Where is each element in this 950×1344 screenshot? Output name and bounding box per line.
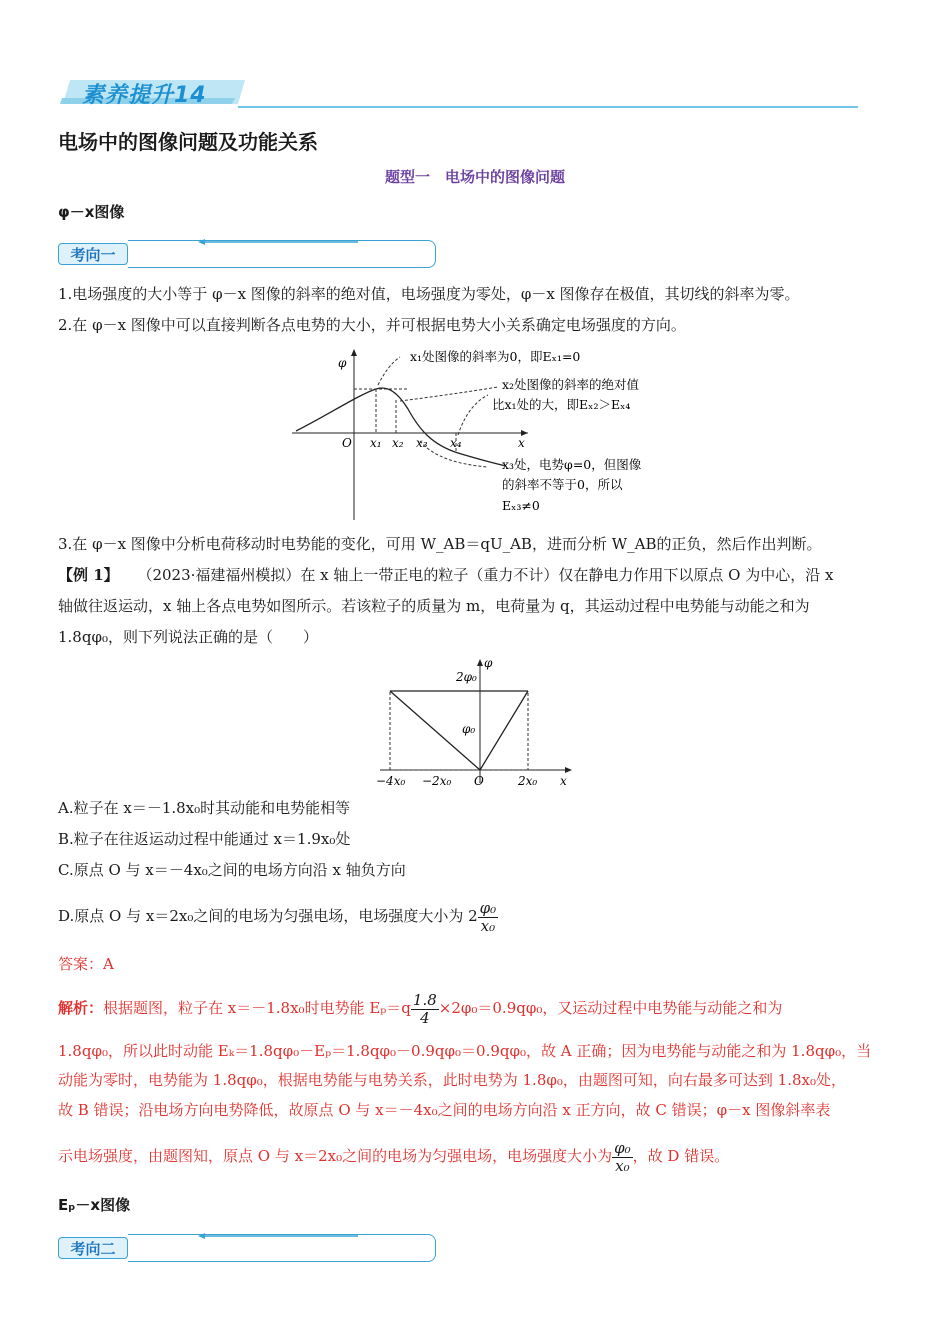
fig2-label-minus4x0: −4x₀ xyxy=(376,774,406,788)
subheading-phi-x: φ－x图像 xyxy=(58,203,125,221)
example-text-2: 轴做往返运动，x 轴上各点电势如图所示。若该粒子的质量为 m，电荷量为 q，其运动过程中电势能与动能之和为 xyxy=(58,597,810,615)
fig1-note-3b: 的斜率不等于0，所以 xyxy=(502,477,623,492)
analysis-text-5b: ，故 D 错误。 xyxy=(632,1147,730,1165)
kaoxiang-2-tag: 考向二 xyxy=(58,1237,128,1259)
analysis-text-1b: ×2φ₀＝0.9qφ₀，又运动过程中电势能与动能之和为 xyxy=(438,999,783,1017)
fig1-origin: O xyxy=(342,436,352,450)
analysis-fraction-1-num: 1.8 xyxy=(412,990,437,1009)
arrow-left-icon xyxy=(198,1231,358,1241)
fig2-label-phi0: φ₀ xyxy=(462,722,476,736)
fig1-tick-x1: x₁ xyxy=(370,436,382,450)
analysis-fraction-2-num: φ₀ xyxy=(614,1138,631,1157)
fig2-label-2phi0: 2φ₀ xyxy=(456,670,477,684)
analysis-fraction-2-den: x₀ xyxy=(615,1156,630,1175)
fig1-axis-y: φ xyxy=(338,356,347,370)
fig2-label-minus2x0: −2x₀ xyxy=(422,774,452,788)
paragraph-3: 3.在 φ－x 图像中分析电荷移动时电势能的变化，可用 W_AB＝qU_AB，进而分析 W_AB的正负，然后作出判断。 xyxy=(58,535,822,553)
option-d-numerator: φ₀ xyxy=(479,898,497,917)
section-title: 题型一 电场中的图像问题 xyxy=(384,168,565,186)
analysis-line-1 xyxy=(58,990,782,1027)
option-d-text: D.原点 O 与 x＝2x₀之间的电场为匀强电场，电场强度大小为 2 xyxy=(58,907,478,925)
option-d[interactable] xyxy=(58,896,498,936)
example-label: 【例 1】 xyxy=(58,566,119,584)
fig1-axis-x: x xyxy=(518,436,525,450)
fig2-label-origin: O xyxy=(474,774,484,788)
fig2-axis-y: φ xyxy=(484,656,493,670)
paragraph-1: 1.电场强度的大小等于 φ－x 图像的斜率的绝对值，电场强度为零处，φ－x 图像存在极值，其切线的斜率为零。 xyxy=(58,285,800,303)
example-source: （2023·福建福州模拟） xyxy=(137,566,301,584)
fig1-note-2a: x₂处图像的斜率的绝对值 xyxy=(502,377,640,392)
analysis-line-2: 1.8qφ₀，所以此时动能 Eₖ＝1.8qφ₀－Eₚ＝1.8qφ₀－0.9qφ₀＝0.9qφ₀，故 A 正确；因为电势能与动能之和为 1.8qφ₀，当 xyxy=(58,1042,872,1060)
fig1-note-1: x₁处图像的斜率为0，即Eₓ₁=0 xyxy=(410,349,581,364)
example-text-3: 1.8qφ₀，则下列说法正确的是（ ） xyxy=(58,628,318,646)
analysis-fraction-1-den: 4 xyxy=(420,1008,430,1027)
option-d-denominator: x₀ xyxy=(480,916,496,935)
fig1-tick-x4: x₄ xyxy=(450,436,462,450)
page-title: 电场中的图像问题及功能关系 xyxy=(58,130,318,154)
kaoxiang-2-banner xyxy=(58,1234,436,1262)
option-d-fraction xyxy=(478,900,499,935)
analysis-fraction-2 xyxy=(612,1140,633,1175)
analysis-line-4: 故 B 错误；沿电场方向电势降低，故原点 O 与 x＝－4x₀之间的电场方向沿 x 正方向，故 C 错误；φ－x 图像斜率表 xyxy=(58,1101,831,1119)
header-badge: 素养提升14 xyxy=(82,83,207,108)
kaoxiang-1-banner xyxy=(58,240,436,268)
example-text-1: 在 x 轴上一带正电的粒子（重力不计）仅在静电力作用下以原点 O 为中心，沿 x xyxy=(300,566,834,584)
phi-x-figure xyxy=(288,345,668,525)
fig1-note-2b: 比x₁处的大，即Eₓ₂＞Eₓ₄ xyxy=(492,397,631,412)
fig2-label-x: x xyxy=(560,774,567,788)
paragraph-2: 2.在 φ－x 图像中可以直接判断各点电势的大小，并可根据电势大小关系确定电场强度的方向。 xyxy=(58,316,686,334)
analysis-line-5 xyxy=(58,1136,729,1176)
fig1-note-3a: x₃处，电势φ=0，但图像 xyxy=(502,457,642,472)
fig1-tick-x2: x₂ xyxy=(392,436,404,450)
analysis-text-1a: 根据题图，粒子在 x＝－1.8x₀时电势能 Eₚ＝q xyxy=(103,999,411,1017)
answer: 答案：A xyxy=(58,955,114,973)
analysis-fraction-1 xyxy=(411,992,439,1027)
fig1-tick-x3: x₃ xyxy=(416,436,428,450)
option-a[interactable]: A.粒子在 x＝－1.8x₀时其动能和电势能相等 xyxy=(58,799,351,817)
analysis-text-5a: 示电场强度，由题图知，原点 O 与 x＝2x₀之间的电场为匀强电场，电场强度大小为 xyxy=(58,1147,613,1165)
analysis-line-3: 动能为零时，电势能为 1.8qφ₀，根据电势能与电势关系，此时电势为 1.8φ₀，由题图可知，向右最多可达到 1.8x₀处， xyxy=(58,1071,846,1089)
arrow-left-icon xyxy=(198,237,358,247)
kaoxiang-1-tag: 考向一 xyxy=(58,243,128,265)
subheading-ep-x: Eₚ－x图像 xyxy=(58,1196,131,1214)
fig2-label-2x0: 2x₀ xyxy=(518,774,538,788)
analysis-label: 解析： xyxy=(58,999,104,1017)
example-line-1 xyxy=(58,565,833,585)
example-phi-x-figure xyxy=(372,655,582,790)
fig1-note-3c: Eₓ₃≠0 xyxy=(502,498,540,513)
header-rule xyxy=(238,106,858,108)
option-c[interactable]: C.原点 O 与 x＝－4x₀之间的电场方向沿 x 轴负方向 xyxy=(58,861,406,879)
option-b[interactable]: B.粒子在往返运动过程中能通过 x＝1.9x₀处 xyxy=(58,830,351,848)
